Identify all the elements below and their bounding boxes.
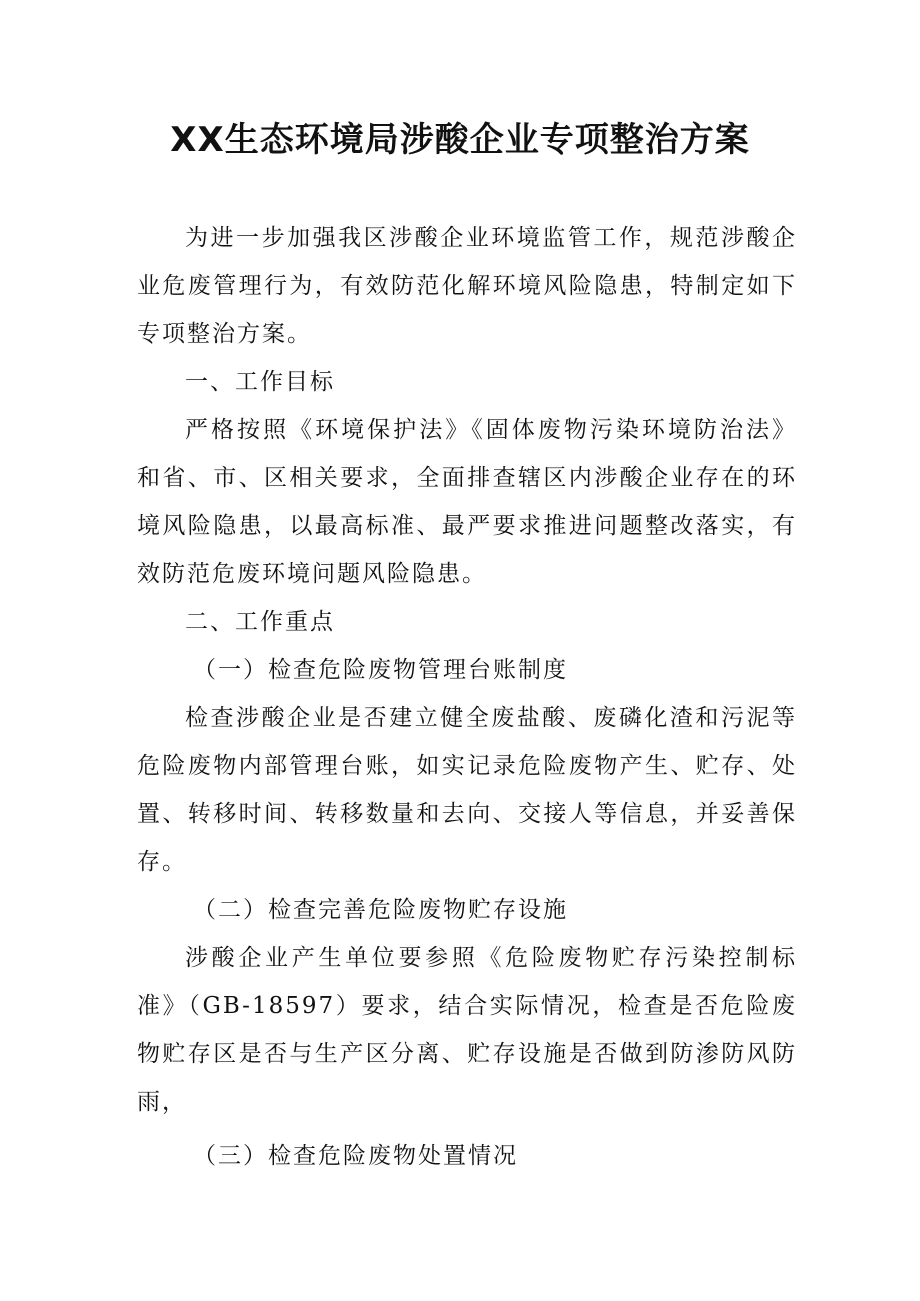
storage-paragraph: 涉酸企业产生单位要参照《危险废物贮存污染控制标准》（GB-18597）要求，结合实际情况，检查是否危险废物贮存区是否与生产区分离、贮存设施是否做到防渗防风防雨， bbox=[137, 945, 797, 1115]
goals-paragraph: 严格按照《环境保护法》《固体废物污染环境防治法》和省、市、区相关要求，全面排查辖区内涉酸企业存在的环境风险隐患，以最高标准、最严要求推进问题整改落实，有效防范危废环境问题风险隐患。 bbox=[137, 417, 797, 587]
subsection-heading-storage: （二）检查完善危险废物贮存设施 bbox=[193, 897, 568, 923]
document-title: XX生态环境局涉酸企业专项整治方案 bbox=[170, 120, 750, 160]
ledger-paragraph: 检查涉酸企业是否建立健全废盐酸、废磷化渣和污泥等危险废物内部管理台账，如实记录危险废物产生、贮存、处置、转移时间、转移数量和去向、交接人等信息，并妥善保存。 bbox=[137, 705, 797, 875]
subsection-heading-disposal: （三）检查危险废物处置情况 bbox=[193, 1143, 518, 1169]
section-heading-goals: 一、工作目标 bbox=[185, 369, 335, 395]
subsection-heading-ledger: （一）检查危险废物管理台账制度 bbox=[193, 657, 568, 683]
document-body bbox=[137, 214, 797, 1180]
intro-paragraph: 为进一步加强我区涉酸企业环境监管工作，规范涉酸企业危废管理行为，有效防范化解环境风险隐患，特制定如下专项整治方案。 bbox=[137, 225, 797, 347]
section-heading-focus: 二、工作重点 bbox=[185, 609, 335, 635]
